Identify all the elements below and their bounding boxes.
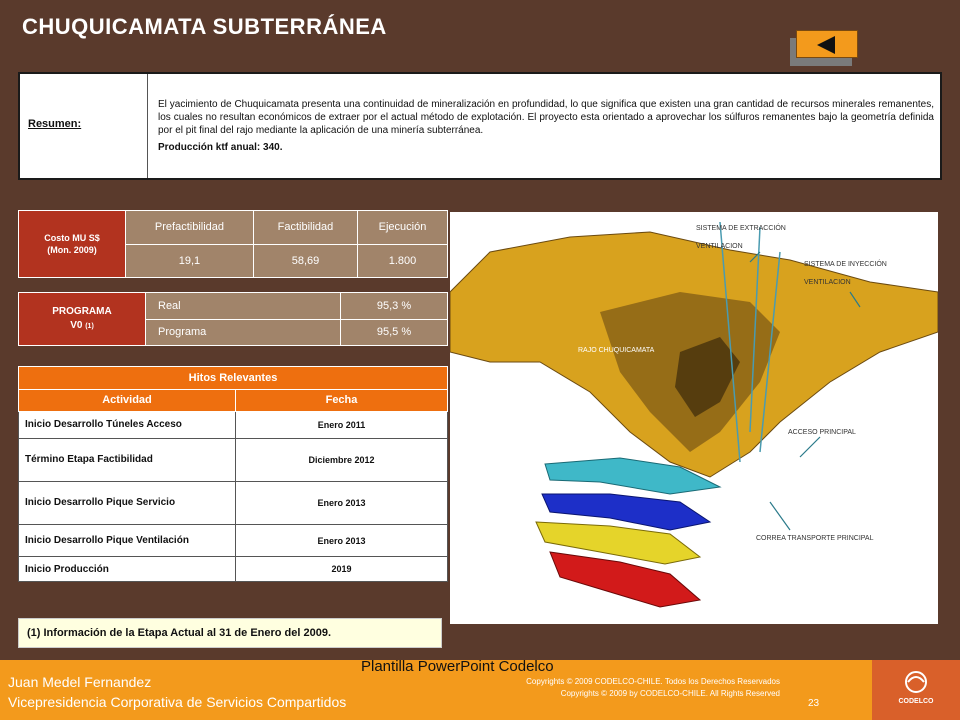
codelco-logo-mark (872, 660, 960, 698)
table-row (19, 438, 448, 481)
page-number: 23 (808, 698, 820, 709)
hitos-fecha: Diciembre 2012 (236, 438, 448, 481)
footer-bar (0, 660, 960, 720)
hitos-fecha: Enero 2011 (236, 412, 448, 439)
template-label: Plantilla PowerPoint Codelco (361, 658, 554, 675)
presenter-info (8, 672, 346, 712)
resumen-box (18, 72, 942, 180)
programa-note-ref: (1) (85, 322, 94, 330)
presenter-name: Juan Medel Fernandez (8, 674, 152, 690)
table-row (19, 524, 448, 557)
logo-text: CODELCO (898, 698, 934, 705)
hitos-fecha: Enero 2013 (236, 481, 448, 524)
arrow-line (800, 437, 820, 457)
table-row (19, 412, 448, 439)
resumen-text: El yacimiento de Chuquicamata presenta una continuidad de mineralización en profundidad, lo que significa que existen una gran cantidad de recursos minerales remanentes, los cuales no resultan económicos de extraer por el actual método de explotación. El proyecto esta orientado a aprovechar los súlfuros remanentes bajo la geometría definida por el pit final del rajo mediante la aplicación de una minería subterránea. (158, 99, 934, 136)
presenter-department: Vicepresidencia Corporativa de Servicios Compartidos (8, 694, 347, 710)
label-extraccion-2: VENTILACION (696, 243, 743, 250)
table-row (19, 557, 448, 582)
label-correa: CORREA TRANSPORTE PRINCIPAL (756, 535, 874, 542)
hitos-actividad: Inicio Desarrollo Pique Servicio (19, 481, 236, 524)
copyright-line2: Copyrights © 2009 by CODELCO-CHILE. All Rights Reserved (560, 689, 780, 698)
resumen-text-block (148, 74, 940, 178)
costo-table (18, 210, 448, 278)
hitos-fecha: 2019 (236, 557, 448, 582)
label-inyeccion-1: SISTEMA DE INYECCIÓN (804, 261, 887, 268)
back-button-face[interactable] (796, 30, 858, 58)
programa-label-line1: PROGRAMA (52, 305, 112, 317)
hitos-col-fecha: Fecha (236, 389, 448, 412)
costo-label (19, 211, 126, 278)
hitos-title: Hitos Relevantes (19, 367, 448, 390)
label-rajo: RAJO CHUQUICAMATA (578, 347, 655, 354)
programa-row-value: 95,3 % (341, 293, 448, 320)
costo-header-ejecucion: Ejecución (358, 211, 448, 245)
programa-label (19, 293, 146, 346)
hitos-table (18, 366, 448, 582)
costo-header-factibilidad: Factibilidad (253, 211, 357, 245)
codelco-logo-icon (872, 660, 960, 720)
programa-row-label: Real (146, 293, 341, 320)
production-text: Producción ktf anual: 340. (158, 142, 283, 153)
arrow-line (770, 502, 790, 530)
costo-value-prefactibilidad: 19,1 (126, 244, 254, 278)
copyright-line1: Copyrights © 2009 CODELCO-CHILE. Todos los Derechos Reservados (526, 677, 780, 686)
label-inyeccion-2: VENTILACION (804, 279, 851, 286)
left-triangle-icon (817, 36, 835, 54)
hitos-actividad: Término Etapa Factibilidad (19, 438, 236, 481)
costo-label-line2: (Mon. 2009) (47, 245, 97, 255)
programa-version: V0 (70, 319, 83, 331)
back-button[interactable] (796, 30, 860, 62)
label-extraccion-1: SISTEMA DE EXTRACCIÓN (696, 225, 786, 232)
costo-label-line1: Costo MU S$ (44, 233, 100, 243)
resumen-label: Resumen: (20, 74, 148, 178)
costo-value-ejecucion: 1.800 (358, 244, 448, 278)
mine-diagram (450, 212, 938, 624)
costo-value-factibilidad: 58,69 (253, 244, 357, 278)
page-title: CHUQUICAMATA SUBTERRÁNEA (22, 14, 387, 39)
label-acceso: ACCESO PRINCIPAL (788, 429, 856, 436)
footnote: (1) Información de la Etapa Actual al 31 de Enero del 2009. (18, 618, 442, 648)
mine-diagram-svg (450, 212, 938, 624)
hitos-actividad: Inicio Desarrollo Túneles Acceso (19, 412, 236, 439)
hitos-actividad: Inicio Desarrollo Pique Ventilación (19, 524, 236, 557)
programa-row-value: 95,5 % (341, 319, 448, 346)
programa-row-label: Programa (146, 319, 341, 346)
costo-header-prefactibilidad: Prefactibilidad (126, 211, 254, 245)
programa-table (18, 292, 448, 346)
copyright (400, 676, 780, 700)
programa-label-line2 (20, 319, 144, 334)
hitos-actividad: Inicio Producción (19, 557, 236, 582)
hitos-col-actividad: Actividad (19, 389, 236, 412)
hitos-fecha: Enero 2013 (236, 524, 448, 557)
table-row (19, 481, 448, 524)
